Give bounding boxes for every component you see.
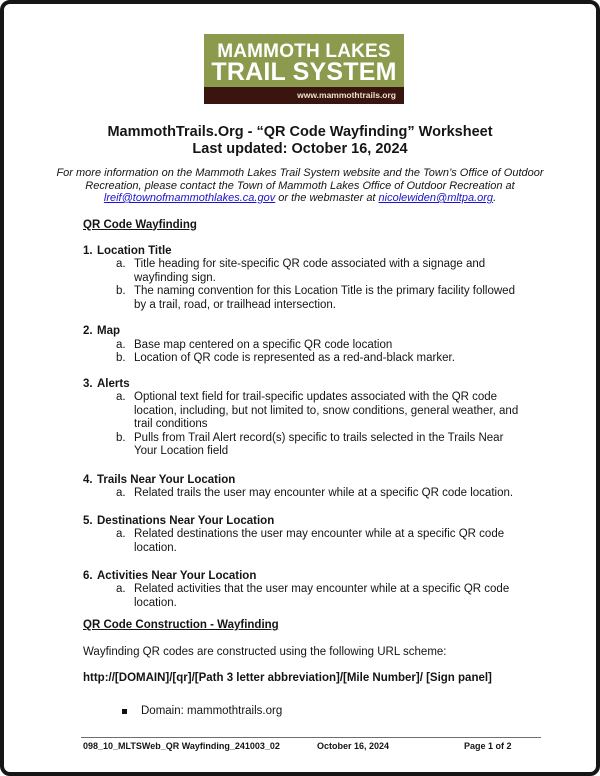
- sub-item-letter: a.: [116, 338, 126, 351]
- footer-page-number: Page 1 of 2: [464, 741, 512, 751]
- item-title: Destinations Near Your Location: [97, 514, 275, 527]
- item-title: Alerts: [97, 377, 130, 390]
- sub-item-letter: b.: [116, 352, 126, 364]
- sub-item-line: Related trails the user may encounter while at a specific QR code location.: [134, 487, 514, 499]
- email-link-webmaster[interactable]: nicolewiden@mltpa.org: [378, 192, 494, 204]
- list-item-activities-near: [83, 570, 556, 611]
- item-title: Activities Near Your Location: [97, 569, 257, 582]
- sub-item-letter: a.: [116, 583, 126, 595]
- list-item-map: [83, 325, 556, 366]
- sub-item-line: The naming convention for this Location Title is the primary facility followed: [134, 285, 515, 297]
- sub-item-line: Optional text field for trail-specific updates associated with the QR code: [134, 391, 498, 403]
- sub-item-line: Your Location field: [134, 445, 229, 457]
- sub-item-line: Location of QR code is represented as a red-and-black marker.: [134, 352, 455, 364]
- sub-item-line: Base map centered on a specific QR code location: [134, 338, 393, 351]
- intro-line3: [4, 192, 596, 205]
- url-scheme: http://[DOMAIN]/[qr]/[Path 3 letter abbreviation]/[Mile Number]/ [Sign panel]: [83, 672, 492, 684]
- sub-item-line: Related activities that the user may encounter while at a specific QR code: [134, 583, 510, 595]
- list-item-destinations-near: [83, 515, 556, 556]
- logo-url-bar: www.mammothtrails.org: [204, 87, 404, 104]
- list-item-trails-near: [83, 474, 556, 501]
- email-link-town[interactable]: lreif@townofmammothlakes.ca.gov: [103, 192, 276, 204]
- sub-item-line: Title heading for site-specific QR code associated with a signage and: [134, 258, 486, 270]
- logo-title-block: [204, 34, 404, 87]
- logo-title-line1: MAMMOTH LAKES: [217, 41, 391, 62]
- item-number: 1.: [83, 244, 93, 257]
- item-number: 5.: [83, 514, 93, 527]
- intro-line1: For more information on the Mammoth Lakes Trail System website and the Town’s Office of Outdoor: [56, 167, 544, 179]
- sub-item-letter: b.: [116, 431, 126, 444]
- section-heading-qr-construction: QR Code Construction - Wayfinding: [83, 619, 279, 631]
- sub-item-letter: a.: [116, 258, 126, 270]
- intro-paragraph: [4, 167, 596, 205]
- item-title: Map: [97, 325, 120, 337]
- item-title: Trails Near Your Location: [97, 473, 236, 486]
- sub-item-line: location, including, but not limited to, snow conditions, general weather, and: [134, 404, 519, 417]
- intro-line3-end: .: [493, 192, 497, 204]
- domain-bullet-text: Domain: mammothtrails.org: [141, 704, 283, 717]
- document-title-line2: Last updated: October 16, 2024: [192, 140, 408, 157]
- document-title: [4, 124, 596, 157]
- sub-item-letter: a.: [116, 391, 126, 403]
- sub-item-line: location.: [134, 596, 177, 609]
- list-item-location-title: [83, 245, 556, 313]
- sub-item-line: Related destinations the user may encounter while at a specific QR code: [134, 528, 505, 540]
- sub-item-line: Pulls from Trail Alert record(s) specific to trails selected in the Trails Near: [134, 431, 504, 444]
- intro-line2: Recreation, please contact the Town of Mammoth Lakes Office of Outdoor Recreation at: [85, 179, 515, 192]
- item-number: 3.: [83, 377, 93, 390]
- sub-item-letter: a.: [116, 528, 126, 540]
- item-number: 4.: [83, 473, 93, 486]
- body-content: [83, 219, 556, 719]
- item-title: Location Title: [97, 244, 172, 257]
- sub-item-line: by a trail, road, or trailhead intersection.: [134, 298, 336, 311]
- square-bullet-icon: [122, 709, 127, 714]
- footer-filename: 098_10_MLTSWeb_QR Wayfinding_241003_02: [83, 741, 280, 751]
- list-item-alerts: [83, 378, 556, 459]
- section-heading-qr-wayfinding: QR Code Wayfinding: [83, 218, 197, 231]
- item-number: 2.: [83, 325, 93, 337]
- sub-item-letter: b.: [116, 285, 126, 297]
- sub-item-line: location.: [134, 541, 177, 554]
- mlts-logo: [204, 34, 404, 104]
- intro-line3-mid: or the webmaster at: [275, 192, 379, 204]
- url-scheme-intro: Wayfinding QR codes are constructed using the following URL scheme:: [83, 645, 447, 658]
- footer-date: October 16, 2024: [317, 741, 390, 751]
- document-title-line1: MammothTrails.Org - “QR Code Wayfinding” Worksheet: [107, 124, 493, 140]
- sub-item-line: trail conditions: [134, 418, 208, 430]
- sub-item-line: wayfinding sign.: [134, 271, 216, 284]
- sub-item-letter: a.: [116, 487, 126, 499]
- item-number: 6.: [83, 569, 93, 582]
- footer-rule: [81, 737, 541, 738]
- domain-bullet-row: [122, 705, 556, 719]
- logo-title-line2: TRAIL SYSTEM: [211, 58, 397, 86]
